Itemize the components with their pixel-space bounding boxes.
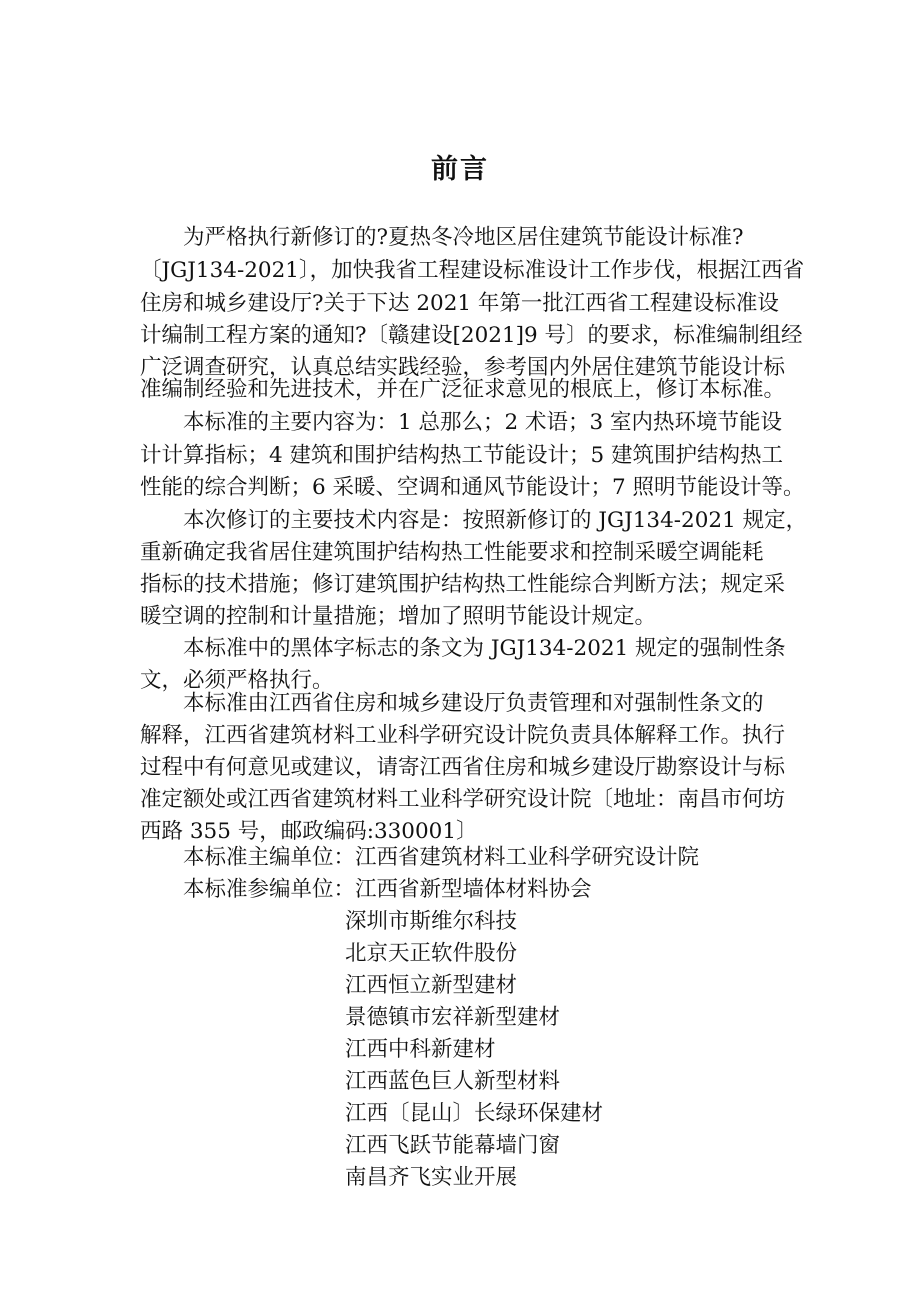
participating-unit: 南昌齐飞实业开展	[345, 1165, 518, 1190]
paragraph-line: 计计算指标；4 建筑和围护结构热工节能设计；5 建筑围护结构热工	[140, 443, 784, 468]
participating-unit: 江西恒立新型建材	[345, 973, 518, 998]
paragraph-line: 本标准的主要内容为：1 总那么；2 术语；3 室内热环境节能设	[183, 410, 783, 435]
paragraph-line: 过程中有何意见或建议，请寄江西省住房和城乡建设厅勘察设计与标	[140, 755, 786, 780]
participating-unit: 江西中科新建材	[345, 1037, 496, 1062]
paragraph-line: 广泛调查研究，认真总结实践经验，参考国内外居住建筑节能设计标	[140, 355, 786, 380]
paragraph-line: 性能的综合判断；6 采暖、空调和通风节能设计；7 照明节能设计等。	[140, 475, 805, 500]
paragraph-line: 准编制经验和先进技术，并在广泛征求意见的根底上，修订本标准。	[140, 377, 786, 402]
paragraph-line: 准定额处或江西省建筑材料工业科学研究设计院〔地址：南昌市何坊	[140, 787, 786, 812]
participating-unit: 深圳市斯维尔科技	[345, 909, 518, 934]
participating-units-label: 本标准参编单位：江西省新型墙体材料协会	[183, 877, 592, 902]
paragraph-line: 本标准中的黑体字标志的条文为 JGJ134-2021 规定的强制性条	[183, 636, 786, 661]
participating-unit: 江西〔昆山〕长绿环保建材	[345, 1101, 604, 1126]
paragraph-line: 指标的技术措施；修订建筑围护结构热工性能综合判断方法；规定采	[140, 572, 786, 597]
page-title: 前言	[431, 154, 489, 185]
paragraph-line: 文，必须严格执行。	[140, 668, 334, 693]
paragraph-line: 〔JGJ134-2021〕，加快我省工程建设标准设计工作步伐，根据江西省	[140, 258, 805, 283]
paragraph-line: 本标准由江西省住房和城乡建设厅负责管理和对强制性条文的	[183, 691, 764, 716]
paragraph-line: 解释，江西省建筑材料工业科学研究设计院负责具体解释工作。执行	[140, 723, 786, 748]
participating-unit: 北京天正软件股份	[345, 941, 518, 966]
paragraph-line: 计编制工程方案的通知?〔赣建设[2021]9 号〕的要求，标准编制组经	[140, 323, 803, 348]
paragraph-line: 暖空调的控制和计量措施；增加了照明节能设计规定。	[140, 604, 657, 629]
paragraph-line: 为严格执行新修订的?夏热冬冷地区居住建筑节能设计标准?	[183, 225, 744, 250]
participating-unit: 景德镇市宏祥新型建材	[345, 1005, 561, 1030]
chief-editor-unit: 本标准主编单位：江西省建筑材料工业科学研究设计院	[183, 845, 700, 870]
paragraph-line: 西路 355 号，邮政编码:330001〕	[140, 819, 478, 844]
paragraph-line: 本次修订的主要技术内容是：按照新修订的 JGJ134-2021 规定，	[183, 508, 808, 533]
participating-unit: 江西飞跃节能幕墙门窗	[345, 1133, 561, 1158]
paragraph-line: 住房和城乡建设厅?关于下达 2021 年第一批江西省工程建设标准设	[140, 291, 779, 316]
participating-unit: 江西蓝色巨人新型材料	[345, 1069, 561, 1094]
paragraph-line: 重新确定我省居住建筑围护结构热工性能要求和控制采暖空调能耗	[140, 540, 764, 565]
